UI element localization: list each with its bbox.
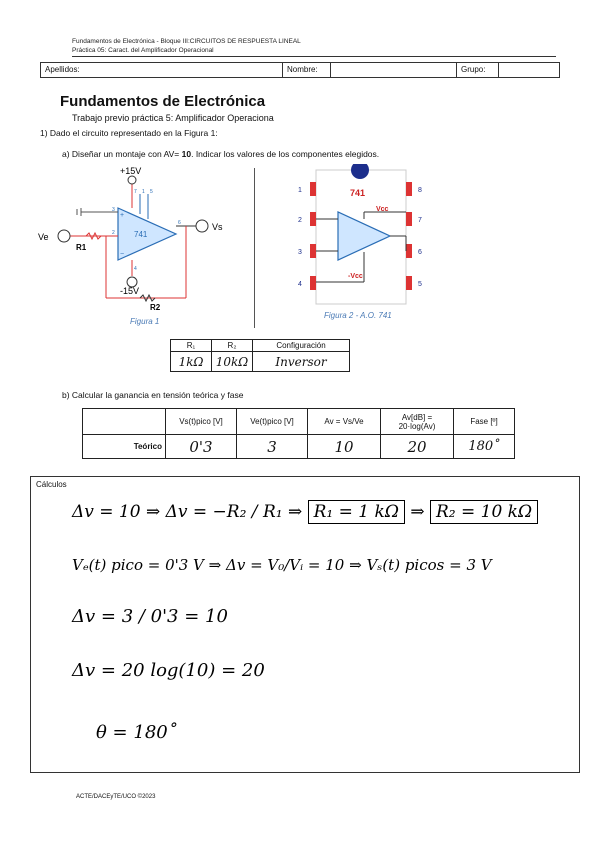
footer: ACTE/DACEyTE/UCO ©2023 <box>76 794 156 800</box>
calc-line-4: Δv = 20 log(10) = 20 <box>72 660 265 681</box>
figure-2-pinout <box>290 164 430 324</box>
table1-r1-value: 1kΩ <box>171 352 212 372</box>
calc-line-3: Δv = 3 / 0'3 = 10 <box>72 606 228 627</box>
fig2-caption: Figura 2 - A.O. 741 <box>324 311 392 320</box>
components-table <box>170 339 350 372</box>
fig1-caption: Figura 1 <box>130 317 160 326</box>
table2-value: 0'3 <box>166 435 237 459</box>
fig2-vcc-minus: -Vcc <box>348 273 363 280</box>
question-1: 1) Dado el circuito representado en la Figura 1: <box>40 128 218 138</box>
calculations-label: Cálculos <box>36 480 67 489</box>
fig1-pin: 6 <box>178 220 181 226</box>
fig1-pin: 4 <box>134 266 137 272</box>
table2-value: 10 <box>308 435 381 459</box>
fig2-pin: 7 <box>418 217 422 224</box>
table2-value: 180˚ <box>454 435 515 459</box>
table2-header: Av[dB] = 20·log(Av) <box>381 409 454 435</box>
svg-text:−: − <box>120 251 125 258</box>
nombre-field[interactable] <box>331 63 457 77</box>
fig1-chip-label: 741 <box>134 230 148 239</box>
table1-header: R₁ <box>171 340 212 352</box>
fig1-pin: 7 <box>134 189 137 195</box>
fig1-r2: R2 <box>150 303 161 312</box>
page-subtitle: Trabajo previo práctica 5: Amplificador Operaciona <box>72 113 274 123</box>
question-1b: b) Calcular la ganancia en tensión teórica y fase <box>62 390 244 400</box>
fig2-pin: 6 <box>418 249 422 256</box>
fig2-pin: 8 <box>418 187 422 194</box>
calc-box-r2: R₂ = 10 kΩ <box>430 500 538 524</box>
fig1-pin: 2 <box>112 230 115 236</box>
page-title: Fundamentos de Electrónica <box>60 93 266 110</box>
table2-value: 3 <box>237 435 308 459</box>
fig1-r1: R1 <box>76 243 87 252</box>
fig2-pin: 2 <box>298 217 302 224</box>
fig1-pin: 1 <box>142 189 145 195</box>
fig1-vminus: -15V <box>120 286 140 296</box>
calc-line-2: Vₑ(t) pico = 0'3 V ⇒ Δv = V₀/Vᵢ = 10 ⇒ Vₛ(t) picos = 3 V <box>72 556 492 574</box>
fig1-pin: 3 <box>112 207 115 213</box>
question-1a: a) Diseñar un montaje con AV= 10. Indicar los valores de los componentes elegidos. <box>62 149 380 159</box>
nombre-label: Nombre: <box>283 63 331 77</box>
table2-header: Av = Vs/Ve <box>308 409 381 435</box>
svg-text:+: + <box>120 212 125 219</box>
fig2-pin: 1 <box>298 187 302 194</box>
figure-1-circuit <box>36 164 246 334</box>
fig2-chip-label: 741 <box>350 188 366 198</box>
grupo-field[interactable] <box>499 63 559 77</box>
fig1-vplus: +15V <box>120 166 142 176</box>
fig2-pin: 5 <box>418 281 422 288</box>
table1-header: R₂ <box>212 340 253 352</box>
figure-divider <box>254 168 255 328</box>
header-practice: Práctica 05: Caract. del Amplificador Operacional <box>72 47 214 54</box>
table1-r2-value: 10kΩ <box>212 352 253 372</box>
table1-config-value: Inversor <box>253 352 350 372</box>
fig2-pin: 4 <box>298 281 302 288</box>
apellidos-field[interactable]: Apellidos: <box>41 63 283 77</box>
fig2-pin: 3 <box>298 249 302 256</box>
table1-header: Configuración <box>253 340 350 352</box>
fig1-pin: 5 <box>150 189 153 195</box>
student-info-bar <box>40 62 560 78</box>
grupo-label: Grupo: <box>457 63 499 77</box>
calc-line-1: Δv = 10 ⇒ Δv = −R₂ / R₁ ⇒ R₁ = 1 kΩ ⇒ R₂ = 10 kΩ <box>72 500 538 524</box>
fig1-vs: Vs <box>212 222 223 232</box>
fig2-vcc-plus: Vcc <box>376 206 389 213</box>
table2-header: Fase [º] <box>454 409 515 435</box>
calc-box-r1: R₁ = 1 kΩ <box>308 500 405 524</box>
fig1-ve: Ve <box>38 232 49 242</box>
table2-header: Vs(t)pico [V] <box>166 409 237 435</box>
calc-line-5: θ = 180˚ <box>96 722 177 743</box>
table2-row-label: Teórico <box>83 435 166 459</box>
gain-table <box>82 408 515 459</box>
header-rule <box>72 56 556 57</box>
header-course: Fundamentos de Electrónica - Bloque III:CIRCUITOS DE RESPUESTA LINEAL <box>72 38 301 45</box>
table2-header: Ve(t)pico [V] <box>237 409 308 435</box>
table2-value: 20 <box>381 435 454 459</box>
